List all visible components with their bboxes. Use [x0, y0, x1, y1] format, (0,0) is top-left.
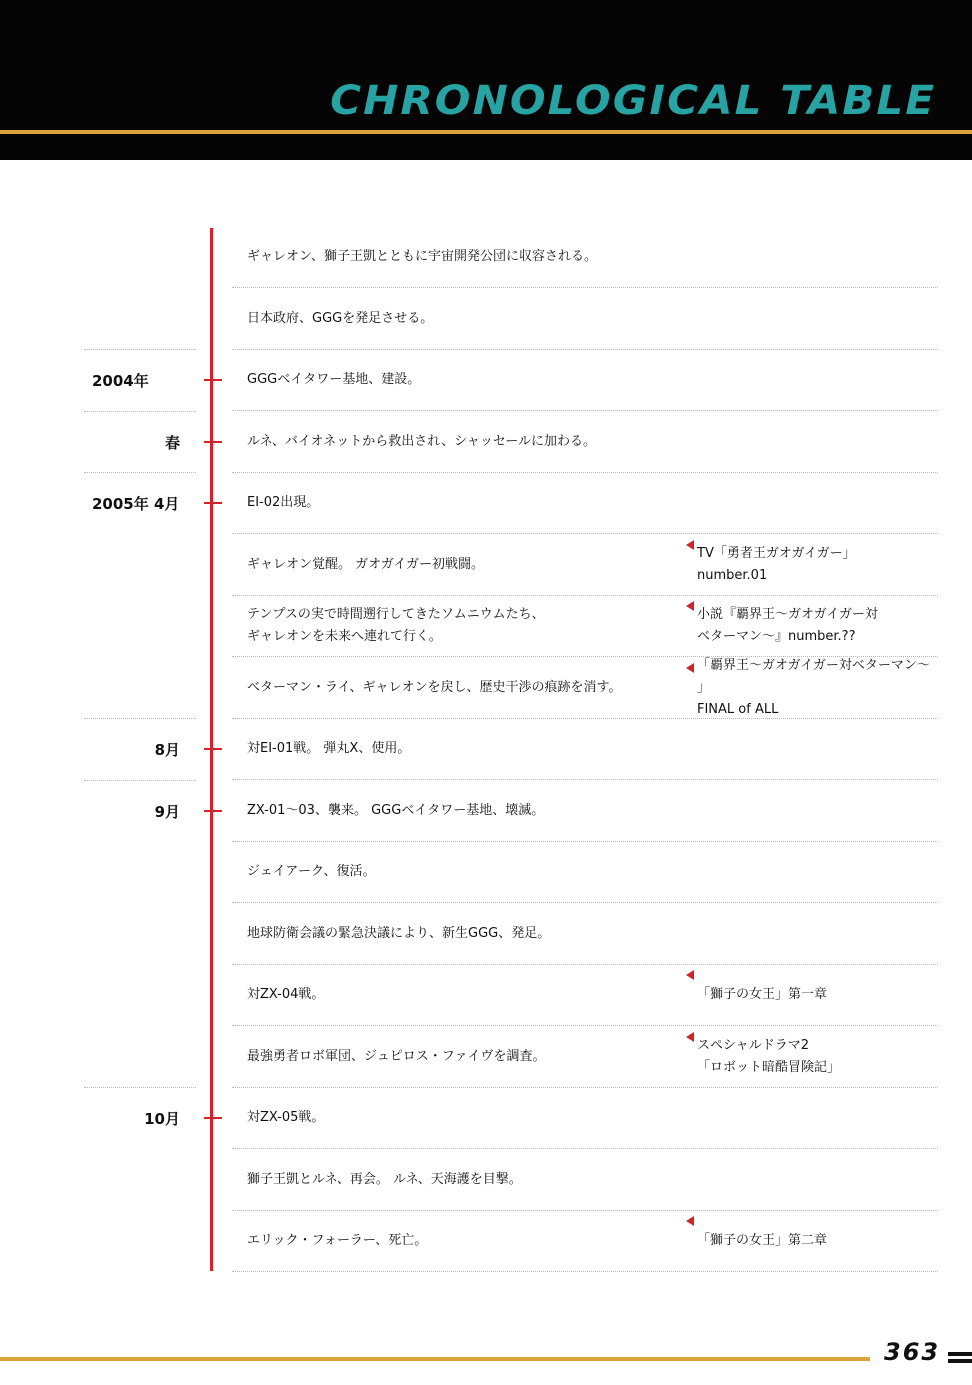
timeline-tick — [204, 810, 222, 812]
timeline-tick — [204, 502, 222, 504]
source-text: 「覇界王～ガオガイガー対ベターマン～ 」 FINAL of ALL — [697, 658, 930, 717]
row-event: テンプスの実で時間遡行してきたソムニウムたち、 ギャレオンを未来へ連れて行く。 — [247, 607, 545, 644]
page-title: CHRONOLOGICAL TABLE — [330, 78, 936, 124]
page-number-bar — [948, 1352, 972, 1356]
table-row — [0, 1087, 972, 1149]
row-event: ギャレオン覚醒。 ガオガイガー初戦闘。 — [247, 557, 484, 572]
source-arrow-icon — [686, 970, 694, 980]
table-row — [0, 349, 972, 411]
row-event: ギャレオン、獅子王凱とともに宇宙開発公団に収容される。 — [247, 249, 597, 264]
table-row — [0, 780, 972, 842]
table-row — [0, 534, 972, 596]
row-source — [686, 595, 946, 657]
row-source — [686, 657, 946, 719]
source-arrow-icon — [686, 540, 694, 550]
page-number: 363 — [884, 1338, 941, 1366]
source-text: TV「勇者王ガオガイガー」 number.01 — [697, 546, 856, 583]
row-event: GGGベイタワー基地、建設。 — [247, 372, 421, 387]
table-row — [0, 657, 972, 719]
timeline-tick — [204, 1117, 222, 1119]
row-source — [686, 1026, 946, 1088]
table-row — [0, 1149, 972, 1211]
page-number-bar — [948, 1359, 972, 1363]
row-date: 8月 — [154, 740, 180, 759]
source-arrow-icon — [686, 1032, 694, 1042]
row-date: 2005年 4月 — [92, 494, 180, 513]
row-source — [686, 964, 946, 1026]
timeline-tick — [204, 379, 222, 381]
row-event: 対ZX-05戦。 — [247, 1110, 325, 1125]
page-header — [0, 0, 972, 160]
row-date: 春 — [164, 433, 180, 452]
source-text: 「獅子の女王」第一章 — [697, 987, 828, 1002]
row-event: 対ZX-04戦。 — [247, 987, 325, 1002]
row-source — [686, 534, 946, 596]
footer-rule — [0, 1357, 870, 1361]
source-arrow-icon — [686, 663, 694, 673]
row-event: エリック・フォーラー、死亡。 — [247, 1233, 428, 1248]
row-date: 10月 — [144, 1109, 180, 1128]
row-event: ZX-01～03、襲来。 GGGベイタワー基地、壊滅。 — [247, 803, 545, 818]
source-arrow-icon — [686, 601, 694, 611]
source-text: スペシャルドラマ2 「ロボット暗酷冒険記」 — [697, 1038, 841, 1075]
row-date: 9月 — [154, 802, 180, 821]
source-text: 「獅子の女王」第二章 — [697, 1233, 828, 1248]
row-event: EI-02出現。 — [247, 495, 320, 510]
row-event: 地球防衛会議の緊急決議により、新生GGG、発足。 — [247, 926, 551, 941]
table-row — [0, 595, 972, 657]
table-row — [0, 472, 972, 534]
table-row — [0, 226, 972, 288]
table-row — [0, 718, 972, 780]
row-event: 対EI-01戦。 弾丸X、使用。 — [247, 741, 411, 756]
row-event: ベターマン・ライ、ギャレオンを戻し、歴史干渉の痕跡を消す。 — [247, 680, 622, 695]
table-row — [0, 411, 972, 473]
row-event: 日本政府、GGGを発足させる。 — [247, 311, 434, 326]
row-event: ルネ、バイオネットから救出され、シャッセールに加わる。 — [247, 434, 597, 449]
timeline-tick — [204, 748, 222, 750]
source-arrow-icon — [686, 1216, 694, 1226]
row-event: ジェイアーク、復活。 — [247, 864, 376, 879]
table-row — [0, 964, 972, 1026]
table-row — [0, 841, 972, 903]
table-row — [0, 903, 972, 965]
source-text: 小説『覇界王～ガオガイガー対 ベターマン～』number.?? — [697, 607, 878, 644]
table-row — [0, 1026, 972, 1088]
row-date: 2004年 — [92, 371, 149, 390]
row-event: 獅子王凱とルネ、再会。 ルネ、天海護を目撃。 — [247, 1172, 522, 1187]
row-source — [686, 1210, 946, 1272]
header-rule — [0, 130, 972, 134]
table-row — [0, 1210, 972, 1272]
timeline-tick — [204, 441, 222, 443]
row-event: 最強勇者ロボ軍団、ジュピロス・ファイヴを調査。 — [247, 1049, 546, 1064]
table-row — [0, 288, 972, 350]
